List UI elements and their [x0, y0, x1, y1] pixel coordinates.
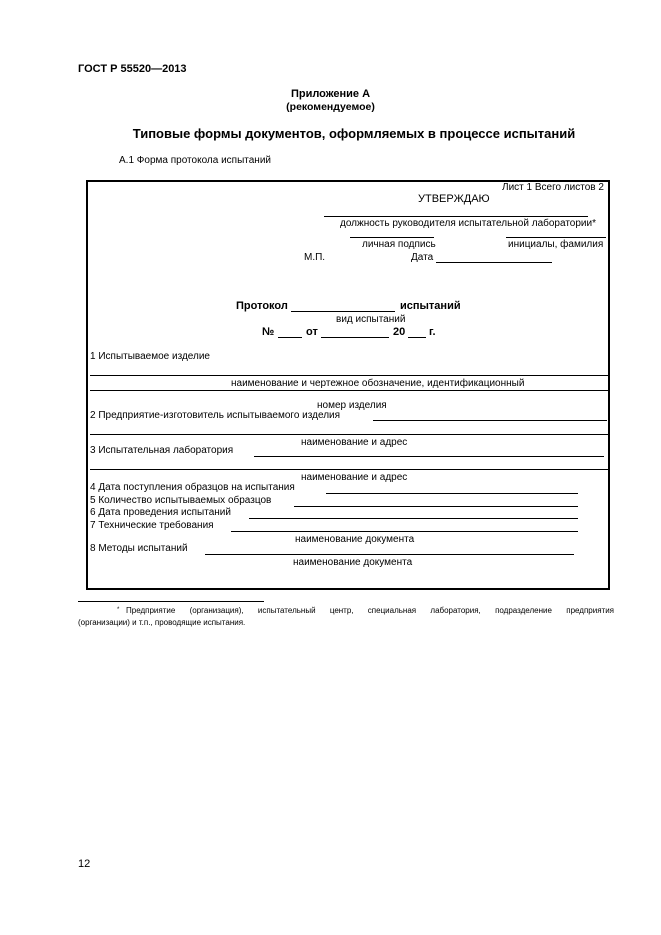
date-day-line	[321, 337, 389, 338]
item-1-line-2	[90, 390, 608, 391]
initials-line	[506, 237, 606, 238]
footnote-line-2: (организации) и т.п., проводящие испытания.	[78, 618, 246, 627]
appendix-title: Приложение А	[290, 88, 371, 100]
item-2-line-2	[90, 434, 608, 435]
appendix-status: (рекомендуемое)	[286, 101, 375, 113]
item-3-line	[254, 456, 604, 457]
number-line	[278, 337, 302, 338]
date-label: Дата	[411, 252, 434, 263]
date-line	[436, 262, 552, 263]
signature-line	[350, 237, 434, 238]
item-1-caption: наименование и чертежное обозначение, идентификационный	[231, 378, 525, 389]
item-5-line	[294, 506, 578, 507]
item-5-label: 5 Количество испытываемых образцов	[90, 495, 272, 506]
item-3-caption: наименование и адрес	[301, 472, 408, 483]
from-label: от	[306, 326, 318, 338]
item-8-line	[205, 554, 574, 555]
signature-caption: личная подпись	[362, 239, 436, 250]
item-7-line	[231, 531, 578, 532]
position-caption: должность руководителя испытательной лаборатории*	[340, 218, 596, 229]
sheet-info: Лист 1 Всего листов 2	[502, 182, 604, 193]
item-7-label: 7 Технические требования	[90, 520, 214, 531]
item-4-line	[326, 493, 578, 494]
item-1-label: 1 Испытываемое изделие	[90, 351, 210, 362]
year-line	[408, 337, 426, 338]
approve-label: УТВЕРЖДАЮ	[418, 193, 490, 205]
protocol-form	[86, 180, 610, 590]
protocol-label: Протокол	[236, 300, 288, 312]
item-6-label: 6 Дата проведения испытаний	[90, 507, 231, 518]
item-2-line	[373, 420, 607, 421]
stamp-label: М.П.	[304, 252, 326, 263]
item-2-label: 2 Предприятие-изготовитель испытываемого изделия	[90, 410, 341, 421]
position-line	[324, 216, 588, 217]
item-3-line-2	[90, 469, 608, 470]
item-8-label: 8 Методы испытаний	[90, 543, 188, 554]
standard-header: ГОСТ Р 55520—2013	[78, 63, 187, 75]
item-8-caption: наименование документа	[293, 557, 413, 568]
tests-label: испытаний	[400, 300, 461, 312]
protocol-type-line	[291, 311, 395, 312]
document-title: Типовые формы документов, оформляемых в процессе испытаний	[132, 126, 576, 141]
item-2-caption: наименование и адрес	[301, 437, 408, 448]
item-3-label: 3 Испытательная лаборатория	[90, 445, 234, 456]
footnote-line-1: Предприятие (организация), испытательный центр, специальная лаборатория, подразделение предприятия	[126, 606, 614, 615]
year-prefix: 20	[393, 326, 406, 338]
item-1-line	[90, 375, 608, 376]
test-type-caption: вид испытаний	[336, 314, 406, 325]
section-heading: А.1 Форма протокола испытаний	[119, 155, 271, 166]
item-7-caption: наименование документа	[295, 534, 415, 545]
footnote-rule	[78, 601, 264, 602]
item-6-line	[249, 518, 578, 519]
number-label: №	[262, 326, 275, 338]
item-4-label: 4 Дата поступления образцов на испытания	[90, 482, 295, 493]
footnote-mark: *	[117, 607, 120, 613]
page-number: 12	[78, 858, 91, 870]
year-suffix: г.	[429, 326, 436, 338]
initials-caption: инициалы, фамилия	[508, 239, 604, 250]
item-1-caption-2: номер изделия	[317, 400, 387, 411]
